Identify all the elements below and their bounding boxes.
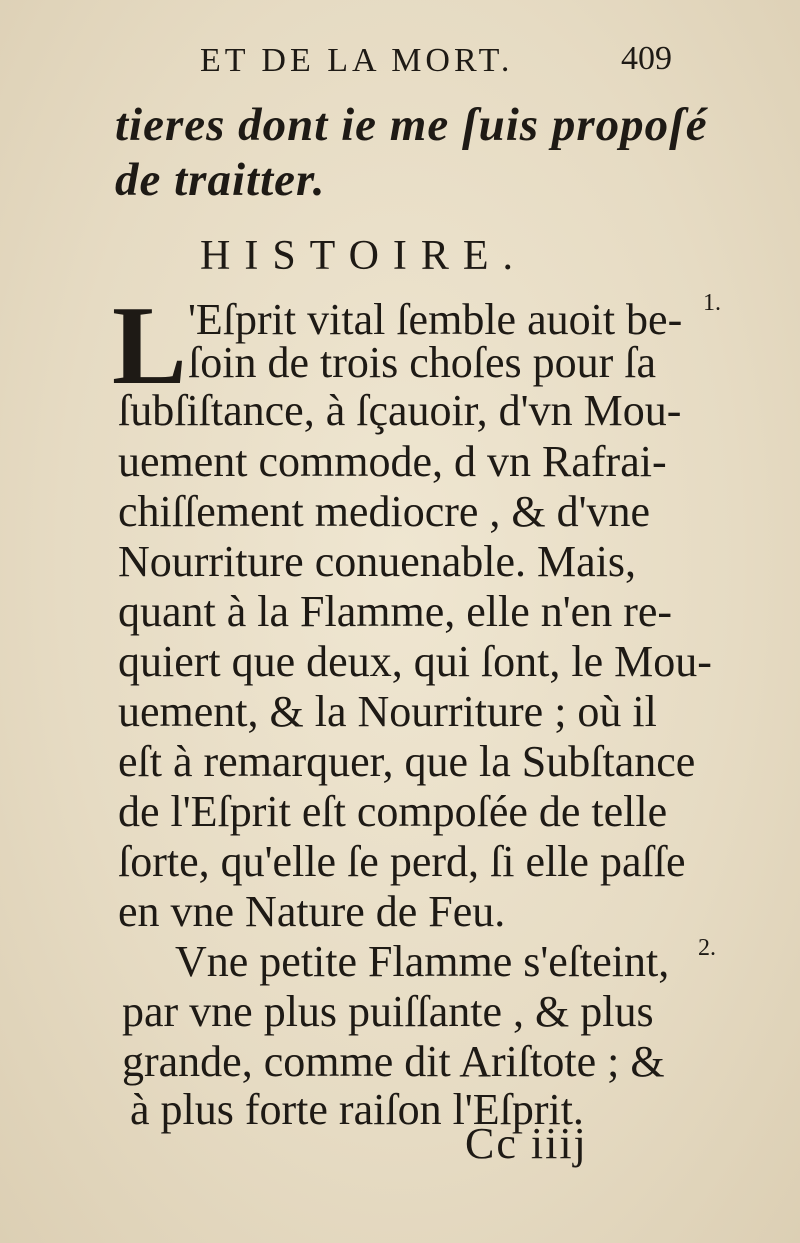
marginal-note: 1. bbox=[703, 290, 721, 316]
text-line: ſoin de trois choſes pour ſa bbox=[188, 338, 657, 387]
section-title: HISTOIRE. bbox=[200, 233, 528, 279]
text-line: de l'Eſprit eſt compoſée de telle bbox=[118, 787, 668, 836]
text-line: Vne petite Flamme s'eſteint, bbox=[175, 937, 670, 986]
text-line: par vne plus puiſſante , & plus bbox=[122, 987, 654, 1036]
marginal-note: 2. bbox=[698, 935, 716, 961]
text-line: grande, comme dit Ariſtote ; & bbox=[122, 1037, 665, 1086]
text-line: eſt à remarquer, que la Subſtance bbox=[118, 737, 696, 786]
signature-mark: Cc iiij bbox=[465, 1119, 588, 1168]
running-head: ET DE LA MORT. bbox=[200, 42, 514, 79]
page-number: 409 bbox=[621, 40, 672, 77]
drop-cap: L bbox=[112, 284, 187, 408]
text-line: chiſſement mediocre , & d'vne bbox=[118, 487, 651, 536]
intro-line-1: tieres dont ie me ſuis propoſé bbox=[115, 99, 708, 151]
text-line: en vne Nature de Feu. bbox=[118, 887, 506, 936]
text-line: quiert que deux, qui ſont, le Mou- bbox=[118, 637, 712, 686]
text-line: 'Eſprit vital ſemble auoit be- bbox=[188, 295, 683, 344]
text-line: ſorte, qu'elle ſe perd, ſi elle paſſe bbox=[118, 837, 686, 886]
intro-line-2: de traitter. bbox=[115, 154, 326, 206]
page-header bbox=[200, 40, 680, 90]
text-line: uement, & la Nourriture ; où il bbox=[118, 687, 657, 736]
text-line: à plus forte raiſon l'Eſprit. bbox=[130, 1085, 584, 1134]
text-line: quant à la Flamme, elle n'en re- bbox=[118, 587, 673, 636]
text-line: ſubſiſtance, à ſçauoir, d'vn Mou- bbox=[118, 386, 682, 435]
text-line: uement commode, d vn Rafrai- bbox=[118, 437, 667, 486]
text-line: Nourriture conuenable. Mais, bbox=[118, 537, 637, 586]
